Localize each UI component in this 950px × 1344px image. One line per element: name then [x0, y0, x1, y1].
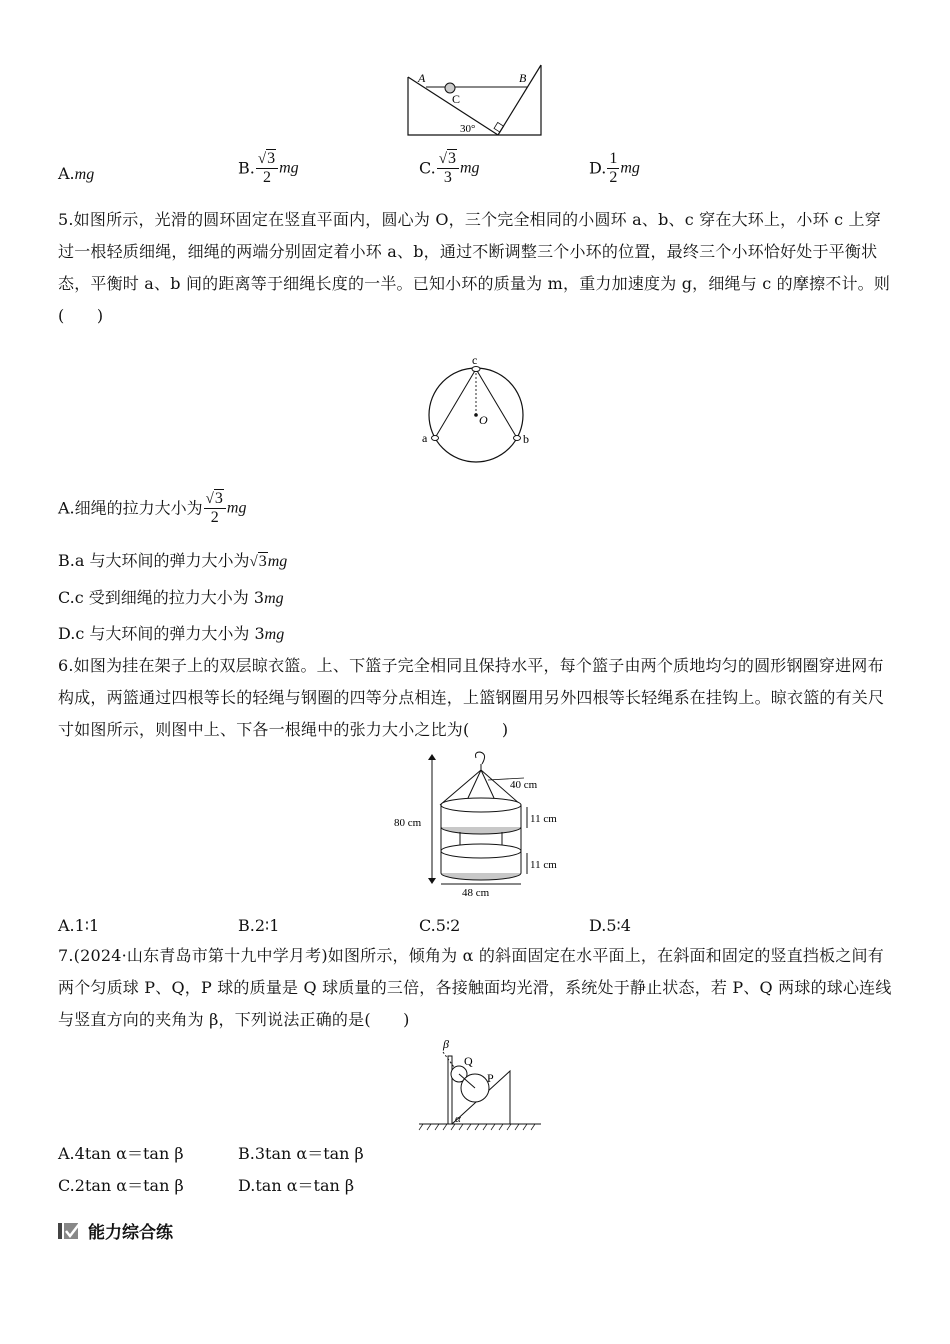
q4-option-c[interactable]: C. $\frac{√3}{3}$ mg — [419, 150, 480, 186]
section-header — [58, 1218, 173, 1243]
q7-option-c[interactable]: C.2tan α＝tan β — [58, 1176, 184, 1195]
q7-stem: 7.(2024·山东青岛市第十九中学月考)如图所示，倾角为 α 的斜面固定在水平面上，在斜面和固定的竖直挡板之间有两个匀质球 P、Q，P 球的质量是 Q 球质量的三倍，各接触面均光滑，系统处于静止状态，若 P、Q 两球的球心连线与竖直方向的夹角为 β，下列说法正确的是( ) — [58, 946, 892, 1029]
label-beta: β — [443, 1038, 449, 1051]
angle-label: 30° — [460, 123, 476, 135]
label-alpha: α — [455, 1113, 461, 1125]
q5-option-d[interactable]: D.c 与大环间的弹力大小为 3mg — [58, 624, 285, 643]
q7-option-b[interactable]: B.3tan α＝tan β — [238, 1144, 364, 1163]
section-title: 能力综合练 — [88, 1223, 173, 1243]
q6-stem: 6.如图为挂在架子上的双层晾衣篮。上、下篮子完全相同且保持水平，每个篮子由两个质地均匀的圆形钢圈穿进网布构成，两篮通过四根等长的轻绳与钢圈的四等分点相连，上篮钢圈用另外四根等长轻绳系在挂钩上。晾衣篮的有关尺寸如图所示，则图中上、下各一根绳中的张力大小之比为( ) — [58, 656, 885, 739]
q5-option-a[interactable]: A.细绳的拉力大小为 $\frac{√3}{2}$ mg — [58, 490, 247, 526]
label-width: 48 cm — [462, 887, 490, 899]
q4-option-d[interactable]: D. $\frac{1}{2}$ mg — [589, 150, 640, 186]
label-p: P — [487, 1071, 494, 1085]
label-q: Q — [464, 1054, 473, 1068]
ring-figure — [410, 352, 550, 470]
check-icon — [58, 1221, 82, 1241]
label-b: b — [523, 432, 529, 446]
incline-figure — [400, 60, 550, 142]
label-a: a — [422, 431, 428, 445]
label-gap-upper: 11 cm — [530, 813, 557, 825]
label-b: B — [519, 71, 527, 85]
q5-stem: 5.如图所示，光滑的圆环固定在竖直平面内，圆心为 O，三个完全相同的小圆环 a、b、c 穿在大环上，小环 c 上穿过一根轻质细绳，细绳的两端分别固定着小环 a、b，通过不断调整三个小环的位置，最终三个小环恰好处于平衡状态，平衡时 a、b 间的距离等于细绳长度的一半。已知小环的质量为 m，重力加速度为 g，细绳与 c 的摩擦不计。则( ) — [58, 210, 891, 325]
spheres-figure — [415, 1038, 545, 1133]
q6-option-b[interactable]: B.2∶1 — [238, 916, 280, 935]
label-a: A — [418, 71, 426, 85]
q4-option-b[interactable]: B. $\frac{√3}{2}$ mg — [238, 150, 299, 186]
label-c: C — [452, 92, 461, 106]
q7-option-a[interactable]: A.4tan α＝tan β — [58, 1144, 184, 1163]
label-height: 80 cm — [394, 817, 422, 829]
label-gap-lower: 11 cm — [530, 859, 557, 871]
q6-option-d[interactable]: D.5∶4 — [589, 916, 631, 935]
q6-option-c[interactable]: C.5∶2 — [419, 916, 461, 935]
label-c: c — [472, 353, 478, 367]
label-o: O — [479, 413, 488, 427]
q6-option-a[interactable]: A.1∶1 — [58, 916, 100, 935]
label-rope: 40 cm — [510, 779, 538, 791]
q5-option-c[interactable]: C.c 受到细绳的拉力大小为 3mg — [58, 588, 284, 607]
basket-figure — [390, 750, 590, 900]
q7-option-d[interactable]: D.tan α＝tan β — [238, 1176, 355, 1195]
q5-option-b[interactable]: B.a 与大环间的弹力大小为√3mg — [58, 551, 288, 570]
q4-option-a[interactable]: A.mg — [58, 164, 95, 183]
